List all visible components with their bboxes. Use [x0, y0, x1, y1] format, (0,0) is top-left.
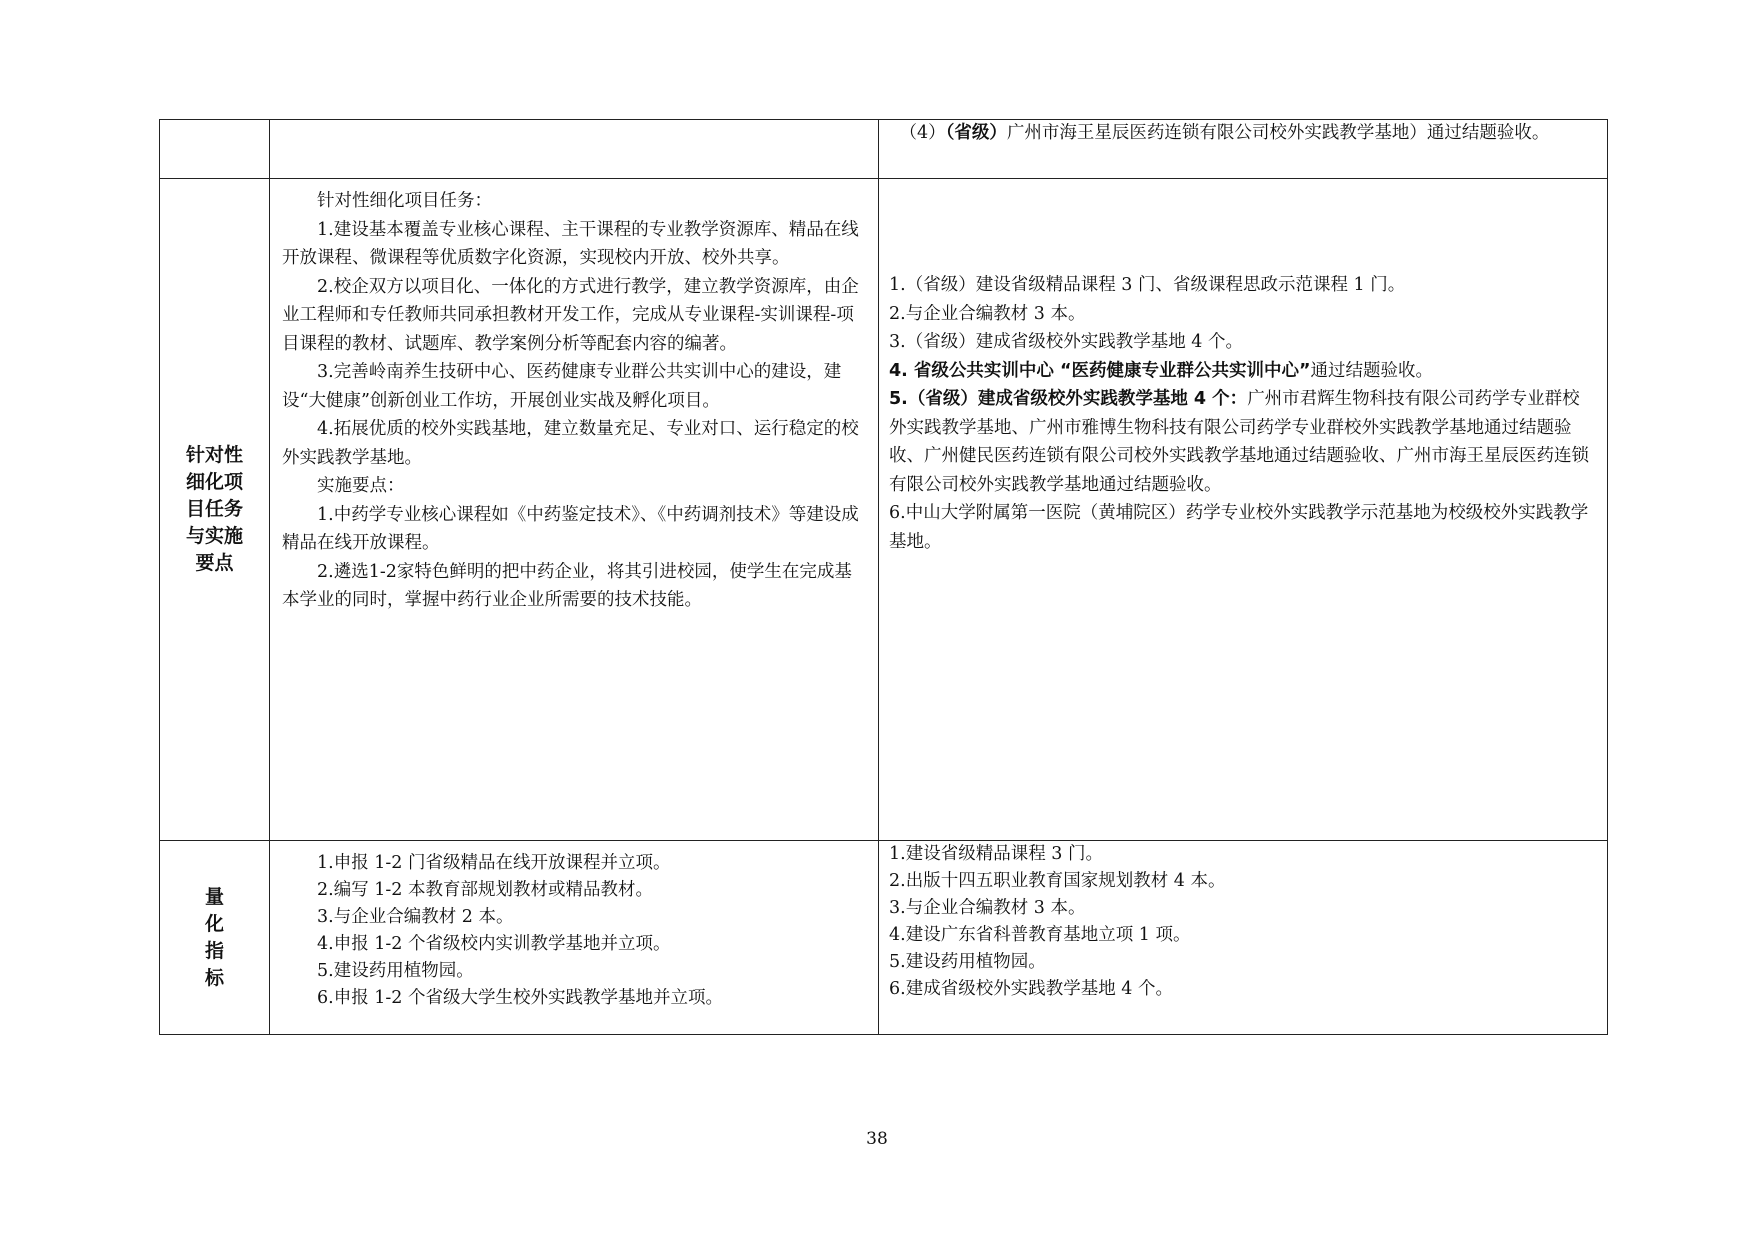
- row2-header-line: 指: [204, 939, 224, 962]
- page-number: 38: [866, 1129, 888, 1149]
- row0-mid-cell: [270, 120, 879, 179]
- row1-header-cell: [160, 179, 270, 841]
- item-lead: （4）: [899, 123, 946, 143]
- row0-header-cell: [160, 120, 270, 179]
- row1-header-line: 针对性: [185, 444, 243, 466]
- paragraph: 针对性细化项目任务：: [317, 191, 492, 211]
- paragraph: 3.（省级）建成省级校外实践教学基地 4 个。: [889, 332, 1243, 352]
- list-item: 1.建设省级精品课程 3 门。: [889, 844, 1103, 864]
- row2-header-line: 化: [204, 912, 224, 935]
- table-row-indicators: [160, 841, 1608, 1035]
- paragraph: 1.中药学专业核心课程如《中药鉴定技术》、《中药调剂技术》等建设成精品在线开放课程。: [282, 504, 859, 553]
- list-item: 3.与企业合编教材 3 本。: [889, 898, 1086, 918]
- paragraph: [889, 357, 1597, 386]
- paragraph: 实施要点：: [317, 476, 405, 496]
- bold-text: 5.（省级）建成省级校外实践教学基地 4 个：: [889, 389, 1248, 409]
- list-item: 5.建设药用植物园。: [317, 961, 474, 981]
- paragraph: 2.校企双方以项目化、一体化的方式进行教学，建立教学资源库，由企业工程师和专任教师共同承担教材开发工作，完成从专业课程-实训课程-项目课程的教材、试题库、教学案例分析等配套内容的编著。: [282, 276, 859, 354]
- row1-header-line: 要点: [195, 552, 234, 574]
- item-bold-label: （省级）: [945, 123, 1007, 143]
- row1-right-cell: [879, 179, 1608, 841]
- paragraph: [889, 385, 1597, 499]
- table-row-continued: [160, 120, 1608, 179]
- row0-right-text: [889, 120, 1597, 147]
- row2-right-cell: [879, 841, 1608, 1035]
- list-item: 2.编写 1-2 本教育部规划教材或精品教材。: [317, 880, 654, 900]
- list-item: 6.申报 1-2 个省级大学生校外实践教学基地并立项。: [317, 988, 724, 1008]
- list-item: 6.建成省级校外实践教学基地 4 个。: [889, 979, 1173, 999]
- row2-header-cell: [160, 841, 270, 1035]
- row0-right-cell: [879, 120, 1608, 179]
- list-item: 1.申报 1-2 门省级精品在线开放课程并立项。: [317, 853, 671, 873]
- table-row-tasks: [160, 179, 1608, 841]
- row2-header-line: 标: [204, 966, 224, 989]
- paragraph: 6.中山大学附属第一医院（黄埔院区）药学专业校外实践教学示范基地为校级校外实践教学基地。: [889, 503, 1589, 552]
- list-item: 4.申报 1-2 个省级校内实训教学基地并立项。: [317, 934, 671, 954]
- paragraph: 1.（省级）建设省级精品课程 3 门、省级课程思政示范课程 1 门。: [889, 275, 1406, 295]
- row1-mid-cell: [270, 179, 879, 841]
- row2-header-line: 量: [204, 885, 224, 908]
- text: 通过结题验收。: [1310, 360, 1434, 381]
- list-item: 3.与企业合编教材 2 本。: [317, 907, 514, 927]
- list-item: 2.出版十四五职业教育国家规划教材 4 本。: [889, 871, 1226, 891]
- row1-header-line: 细化项: [185, 471, 243, 493]
- list-item: 4.建设广东省科普教育基地立项 1 项。: [889, 925, 1191, 945]
- text: 广州市君辉生物科技有限公司药学专业群校外实践教学基地、广州市雅博生物科技有限公司药学专业群校外实践教学基地通过结题验收、广州健民医药连锁有限公司校外实践教学基地通过结题验收、广州市海王星辰医药连锁有限公司校外实践教学基地通过结题验收。: [889, 389, 1589, 495]
- item-text: 广州市海王星辰医药连锁有限公司校外实践教学基地）通过结题验收。: [1006, 123, 1550, 143]
- paragraph: 1.建设基本覆盖专业核心课程、主干课程的专业教学资源库、精品在线开放课程、微课程等优质数字化资源，实现校内开放、校外共享。: [282, 219, 859, 268]
- row1-header-line: 目任务: [185, 498, 243, 520]
- list-item: 5.建设药用植物园。: [889, 952, 1046, 972]
- row1-header-line: 与实施: [185, 525, 243, 547]
- paragraph: 2.遴选1-2家特色鲜明的把中药企业，将其引进校园，使学生在完成基本学业的同时，掌握中药行业企业所需要的技术技能。: [282, 561, 852, 610]
- paragraph: 4.拓展优质的校外实践基地，建立数量充足、专业对口、运行稳定的校外实践教学基地。: [282, 419, 859, 468]
- paragraph: 2.与企业合编教材 3 本。: [889, 303, 1086, 324]
- paragraph: 3.完善岭南养生技研中心、医药健康专业群公共实训中心的建设，建设“大健康”创新创业工作坊，开展创业实战及孵化项目。: [282, 362, 842, 411]
- document-table: [159, 119, 1608, 1035]
- bold-text: 4. 省级公共实训中心 “医药健康专业群公共实训中心”: [889, 360, 1311, 381]
- row2-mid-cell: [270, 841, 879, 1035]
